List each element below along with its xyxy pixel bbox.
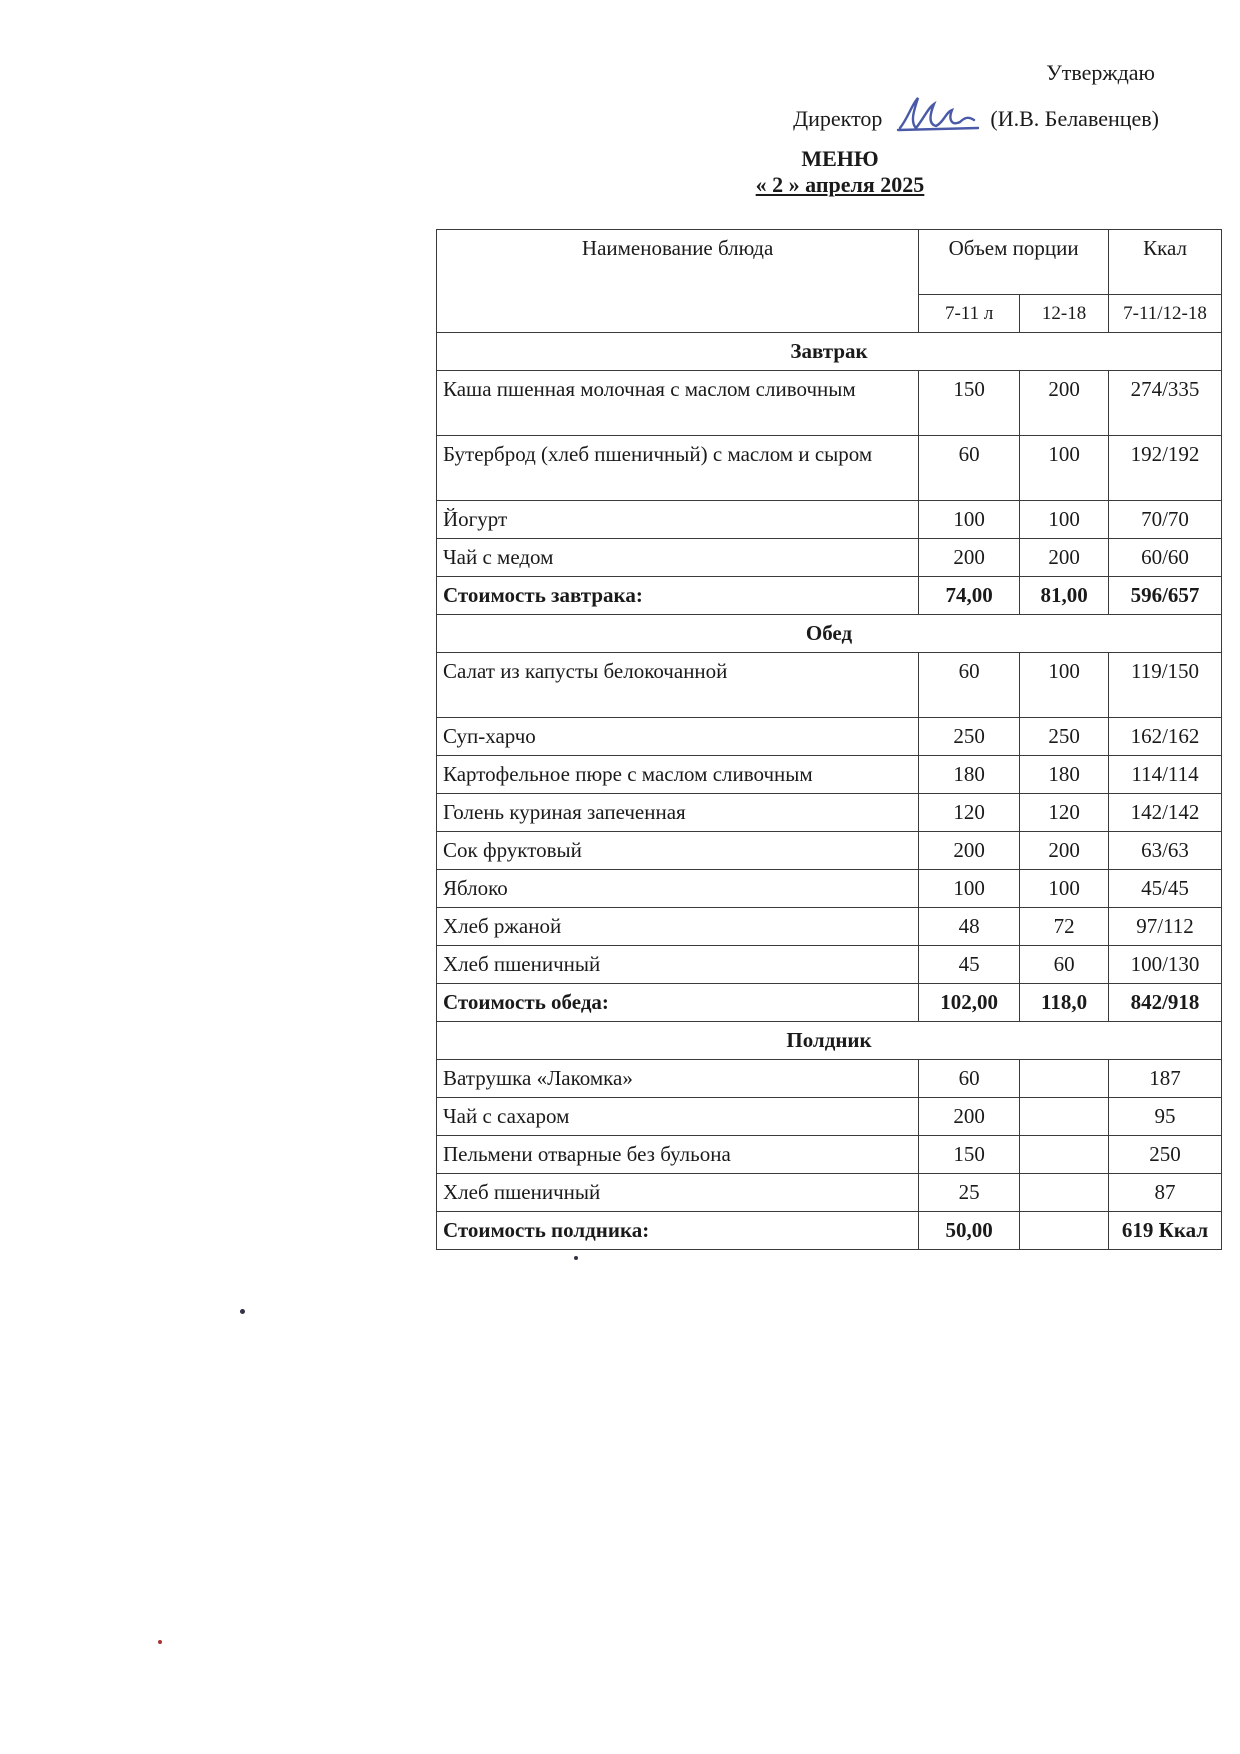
approval-block [793,60,1159,132]
portion-12-18: 72 [1020,908,1109,946]
dish-name: Голень куриная запеченная [437,794,919,832]
portion-7-11: 250 [919,718,1020,756]
kcal-value: 87 [1109,1174,1222,1212]
section-row [437,1022,1222,1060]
scan-speck [574,1256,578,1260]
total-label: Стоимость полдника: [437,1212,919,1250]
section-row [437,333,1222,371]
total-label: Стоимость завтрака: [437,577,919,615]
table-row [437,946,1222,984]
section-title: Полдник [437,1022,1222,1060]
portion-12-18: 100 [1020,501,1109,539]
approve-word: Утверждаю [1046,60,1155,85]
dish-name: Яблоко [437,870,919,908]
portion-12-18 [1020,1136,1109,1174]
portion-7-11: 100 [919,870,1020,908]
portion-12-18: 100 [1020,653,1109,718]
total-label: Стоимость обеда: [437,984,919,1022]
kcal-value: 97/112 [1109,908,1222,946]
portion-12-18: 180 [1020,756,1109,794]
kcal-value: 70/70 [1109,501,1222,539]
header-portion: Объем порции [919,230,1109,295]
dish-name: Хлеб пшеничный [437,946,919,984]
dish-name: Бутерброд (хлеб пшеничный) с маслом и сыром [437,436,919,501]
table-row [437,1136,1222,1174]
table-row [437,1098,1222,1136]
section-row [437,615,1222,653]
dish-name: Чай с медом [437,539,919,577]
portion-7-11: 150 [919,1136,1020,1174]
header-dish-name: Наименование блюда [437,230,919,333]
total-row [437,984,1222,1022]
header-age-b: 12-18 [1020,295,1109,333]
table-row [437,501,1222,539]
portion-12-18: 200 [1020,832,1109,870]
portion-7-11: 60 [919,436,1020,501]
kcal-value: 95 [1109,1098,1222,1136]
table-row [437,756,1222,794]
dish-name: Пельмени отварные без бульона [437,1136,919,1174]
kcal-value: 100/130 [1109,946,1222,984]
table-row [437,371,1222,436]
table-row [437,1174,1222,1212]
portion-7-11: 200 [919,539,1020,577]
dish-name: Суп-харчо [437,718,919,756]
kcal-value: 250 [1109,1136,1222,1174]
kcal-value: 162/162 [1109,718,1222,756]
kcal-value: 60/60 [1109,539,1222,577]
page-title: МЕНЮ [801,146,879,171]
menu-title-block [690,146,990,198]
total-kcal: 619 Ккал [1109,1212,1222,1250]
director-name: (И.В. Белавенцев) [990,106,1159,131]
dish-name: Хлеб ржаной [437,908,919,946]
portion-7-11: 25 [919,1174,1020,1212]
dish-name: Йогурт [437,501,919,539]
portion-7-11: 100 [919,501,1020,539]
portion-7-11: 60 [919,653,1020,718]
total-kcal: 842/918 [1109,984,1222,1022]
menu-table [436,229,1222,1250]
portion-12-18: 100 [1020,436,1109,501]
portion-12-18: 200 [1020,371,1109,436]
scan-speck [158,1640,162,1644]
portion-12-18: 200 [1020,539,1109,577]
portion-12-18: 250 [1020,718,1109,756]
portion-12-18: 60 [1020,946,1109,984]
portion-7-11: 200 [919,832,1020,870]
dish-name: Салат из капусты белокочанной [437,653,919,718]
portion-12-18 [1020,1098,1109,1136]
section-title: Завтрак [437,333,1222,371]
total-kcal: 596/657 [1109,577,1222,615]
kcal-value: 63/63 [1109,832,1222,870]
kcal-value: 187 [1109,1060,1222,1098]
portion-12-18 [1020,1060,1109,1098]
total-cost-12-18: 81,00 [1020,577,1109,615]
director-label: Директор [793,106,883,131]
dish-name: Сок фруктовый [437,832,919,870]
portion-7-11: 180 [919,756,1020,794]
total-row [437,577,1222,615]
portion-12-18 [1020,1174,1109,1212]
scan-speck [240,1309,245,1314]
kcal-value: 274/335 [1109,371,1222,436]
table-row [437,539,1222,577]
portion-7-11: 45 [919,946,1020,984]
portion-7-11: 60 [919,1060,1020,1098]
dish-name: Каша пшенная молочная с маслом сливочным [437,371,919,436]
total-cost-12-18 [1020,1212,1109,1250]
total-cost-12-18: 118,0 [1020,984,1109,1022]
kcal-value: 45/45 [1109,870,1222,908]
portion-7-11: 150 [919,371,1020,436]
kcal-value: 119/150 [1109,653,1222,718]
dish-name: Чай с сахаром [437,1098,919,1136]
total-cost-7-11: 50,00 [919,1212,1020,1250]
portion-12-18: 100 [1020,870,1109,908]
portion-12-18: 120 [1020,794,1109,832]
table-header-row [437,230,1222,295]
header-kcal: Ккал [1109,230,1222,295]
total-cost-7-11: 102,00 [919,984,1020,1022]
dish-name: Хлеб пшеничный [437,1174,919,1212]
table-row [437,832,1222,870]
kcal-value: 192/192 [1109,436,1222,501]
dish-name: Картофельное пюре с маслом сливочным [437,756,919,794]
menu-date: « 2 » апреля 2025 [755,172,925,197]
table-row [437,436,1222,501]
portion-7-11: 120 [919,794,1020,832]
dish-name: Ватрушка «Лакомка» [437,1060,919,1098]
total-row [437,1212,1222,1250]
table-row [437,870,1222,908]
section-title: Обед [437,615,1222,653]
table-row [437,653,1222,718]
table-row [437,718,1222,756]
portion-7-11: 200 [919,1098,1020,1136]
total-cost-7-11: 74,00 [919,577,1020,615]
table-row [437,1060,1222,1098]
kcal-value: 114/114 [1109,756,1222,794]
header-kcal-ages: 7-11/12-18 [1109,295,1222,333]
header-age-a: 7-11 л [919,295,1020,333]
director-line [793,88,1159,132]
table-row [437,794,1222,832]
portion-7-11: 48 [919,908,1020,946]
signature-icon [894,92,982,136]
kcal-value: 142/142 [1109,794,1222,832]
table-row [437,908,1222,946]
